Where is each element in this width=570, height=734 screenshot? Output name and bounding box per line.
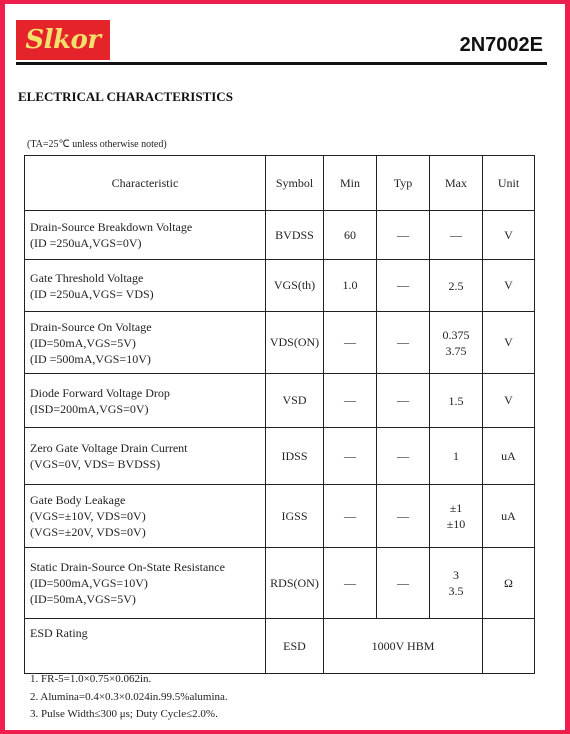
col-header-symbol: Symbol xyxy=(266,156,324,211)
typ-cell xyxy=(377,548,430,619)
symbol-cell: ESD xyxy=(266,619,324,674)
max-value: 2.5 xyxy=(448,278,464,293)
test-condition: (VGS=±10V, VDS=0V) xyxy=(30,509,146,523)
table-header-row xyxy=(25,156,535,211)
symbol-cell xyxy=(266,211,324,260)
unit-cell-value: V xyxy=(504,227,513,242)
typ-cell xyxy=(377,374,430,428)
characteristic-name: Drain-Source On Voltage xyxy=(30,319,152,334)
characteristic-cell xyxy=(25,260,266,312)
characteristic-cell xyxy=(25,619,266,674)
table-row xyxy=(25,428,535,485)
unit-cell xyxy=(483,374,535,428)
typ-cell-value: — xyxy=(397,278,409,292)
typ-cell xyxy=(377,485,430,548)
unit-cell-value: Ω xyxy=(504,575,513,590)
characteristic-cell xyxy=(25,211,266,260)
characteristic-cell xyxy=(25,312,266,374)
min-cell xyxy=(324,548,377,619)
test-condition: (VGS=0V, VDS= BVDSS) xyxy=(30,457,161,471)
table-row xyxy=(25,485,535,548)
min-cell-value: — xyxy=(344,335,356,349)
symbol-cell xyxy=(266,374,324,428)
characteristic-name: Static Drain-Source On-State Resistance xyxy=(30,560,225,574)
typ-cell-value: — xyxy=(397,575,409,590)
col-header-characteristic: Characteristic xyxy=(25,156,266,211)
characteristic-cell xyxy=(25,485,266,548)
max-cell xyxy=(430,260,483,312)
characteristic-name: Gate Body Leakage xyxy=(30,493,126,507)
test-condition: (ID=50mA,VGS=5V) xyxy=(30,592,136,606)
min-cell-value: — xyxy=(344,508,356,523)
min-cell xyxy=(324,485,377,548)
footnotes xyxy=(30,671,228,724)
min-cell xyxy=(324,312,377,374)
max-cell xyxy=(430,374,483,428)
characteristic-name: Gate Threshold Voltage xyxy=(30,270,144,285)
test-condition: (ID =250uA,VGS= VDS) xyxy=(30,286,154,301)
max-cell xyxy=(430,312,483,374)
typ-cell-value: — xyxy=(397,393,409,407)
min-cell xyxy=(324,374,377,428)
max-value: 0.375 xyxy=(442,327,470,342)
unit-cell xyxy=(483,548,535,619)
max-cell xyxy=(430,485,483,548)
unit-cell-value: V xyxy=(504,393,513,407)
table-row-esd xyxy=(25,619,535,674)
test-condition: (ID=50mA,VGS=5V) xyxy=(30,335,136,350)
characteristic-cell xyxy=(25,428,266,485)
typ-cell xyxy=(377,260,430,312)
symbol-cell xyxy=(266,428,324,485)
characteristic-cell xyxy=(25,548,266,619)
unit-cell xyxy=(483,619,535,674)
max-value: 1.5 xyxy=(448,393,464,408)
symbol-cell-value: RDS(ON) xyxy=(270,575,319,590)
col-header-typ: Typ xyxy=(377,156,430,211)
characteristic-name: Zero Gate Voltage Drain Current xyxy=(30,441,188,455)
test-condition: (ISD=200mA,VGS=0V) xyxy=(30,401,149,416)
table-row xyxy=(25,312,535,374)
unit-cell-value: uA xyxy=(501,508,516,523)
unit-cell xyxy=(483,211,535,260)
symbol-cell-value: VDS(ON) xyxy=(269,335,320,349)
footnote: 1. FR-5=1.0×0.75×0.062in. xyxy=(30,673,152,685)
footnote: 2. Alumina=0.4×0.3×0.024in.99.5%alumina. xyxy=(30,690,228,703)
col-header-max: Max xyxy=(430,156,483,211)
col-header-unit: Unit xyxy=(483,156,535,211)
unit-cell-value: V xyxy=(504,335,513,349)
max-value: 1 xyxy=(453,449,459,463)
min-cell-value: 1.0 xyxy=(342,278,358,292)
characteristic-cell xyxy=(25,374,266,428)
min-cell-value: 60 xyxy=(344,227,356,242)
test-condition: (ID =250uA,VGS=0V) xyxy=(30,236,142,250)
typ-cell-value: — xyxy=(397,508,409,523)
max-value: ±1 xyxy=(449,501,463,515)
min-cell xyxy=(324,211,377,260)
unit-cell-value: V xyxy=(504,278,513,292)
section-title: ELECTRICAL CHARACTERISTICS xyxy=(18,89,233,104)
characteristic-name: Diode Forward Voltage Drop xyxy=(30,385,170,400)
table-row xyxy=(25,211,535,260)
max-cell xyxy=(430,428,483,485)
unit-cell-value: uA xyxy=(501,448,516,463)
typ-cell xyxy=(377,428,430,485)
test-condition: (VGS=±20V, VDS=0V) xyxy=(30,525,146,539)
max-cell xyxy=(430,211,483,260)
header-divider xyxy=(16,62,547,65)
symbol-cell xyxy=(266,260,324,312)
typ-cell-value: — xyxy=(397,448,409,463)
unit-cell xyxy=(483,312,535,374)
symbol-cell xyxy=(266,312,324,374)
symbol-cell xyxy=(266,548,324,619)
test-condition: (ID =500mA,VGS=10V) xyxy=(30,351,151,366)
test-conditions: (TA=25℃ unless otherwise noted) xyxy=(27,139,167,150)
min-cell-value: — xyxy=(344,448,356,463)
symbol-cell-value: IGSS xyxy=(281,508,308,523)
test-condition: (ID=500mA,VGS=10V) xyxy=(30,576,148,590)
max-value: 3.75 xyxy=(445,343,467,358)
max-value: — xyxy=(450,228,462,242)
typ-cell-value: — xyxy=(397,335,409,349)
max-cell xyxy=(430,548,483,619)
min-cell xyxy=(324,428,377,485)
symbol-cell-value: BVDSS xyxy=(275,227,314,242)
typ-cell xyxy=(377,312,430,374)
symbol-cell-value: VGS(th) xyxy=(273,278,316,292)
symbol-cell xyxy=(266,485,324,548)
unit-cell xyxy=(483,260,535,312)
min-cell-value: — xyxy=(344,575,356,590)
unit-cell xyxy=(483,428,535,485)
col-header-min: Min xyxy=(324,156,377,211)
max-value: 3 xyxy=(453,568,459,582)
min-cell xyxy=(324,260,377,312)
typ-cell xyxy=(377,211,430,260)
part-number: 2N7002E xyxy=(459,34,543,56)
symbol-cell-value: VSD xyxy=(282,393,307,407)
footnote: 3. Pulse Width≤300 μs; Duty Cycle≤2.0%. xyxy=(30,708,218,720)
characteristic-name: ESD Rating xyxy=(30,626,88,640)
unit-cell xyxy=(483,485,535,548)
min-cell-value: — xyxy=(344,393,356,407)
brand-logo: Slkor xyxy=(16,20,110,60)
electrical-characteristics-table xyxy=(24,155,535,674)
table-row xyxy=(25,260,535,312)
max-value: 3.5 xyxy=(448,584,464,598)
typ-cell-value: — xyxy=(397,227,409,242)
table-row xyxy=(25,374,535,428)
characteristic-name: Drain-Source Breakdown Voltage xyxy=(30,220,193,234)
max-value: ±10 xyxy=(446,517,466,531)
symbol-cell-value: IDSS xyxy=(281,448,308,463)
esd-value-cell: 1000V HBM xyxy=(324,619,483,674)
table-row xyxy=(25,548,535,619)
